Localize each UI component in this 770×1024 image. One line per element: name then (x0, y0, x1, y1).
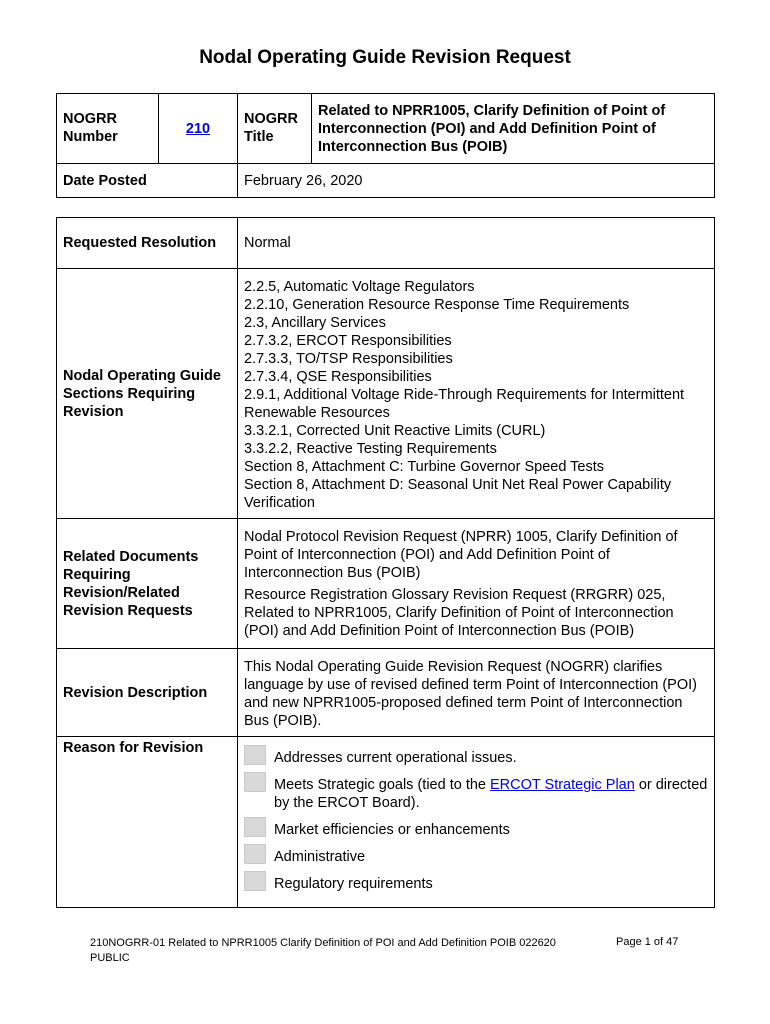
section-item: 2.2.5, Automatic Voltage Regulators (244, 279, 475, 295)
details-table (56, 217, 715, 908)
resolution-label: Requested Resolution (57, 218, 238, 269)
nogrr-number-cell (159, 94, 238, 164)
section-item: 2.7.3.4, QSE Responsibilities (244, 369, 432, 385)
reason-checkbox[interactable] (244, 871, 266, 891)
nogrr-title: Related to NPRR1005, Clarify Definition of Point of Interconnection (POI) and Add Definition Point of Interconnection Bus (POIB) (312, 94, 715, 164)
reason-label-text: Regulatory requirements (274, 876, 433, 892)
header-table (56, 93, 715, 198)
reason-option[interactable] (244, 749, 708, 767)
reason-label-text: Addresses current operational issues. (274, 750, 517, 766)
date-posted-label: Date Posted (57, 164, 238, 198)
reason-label-text: Administrative (274, 849, 366, 865)
sections-list (238, 269, 715, 519)
reason-checkbox[interactable] (244, 745, 266, 765)
reason-option[interactable] (244, 776, 708, 812)
footer-filename: 210NOGRR-01 Related to NPRR1005 Clarify Definition of POI and Add Definition POIB 022620 (90, 937, 556, 949)
related-label: Related Documents Requiring Revision/Related Revision Requests (57, 519, 238, 649)
ercot-strategic-plan-link[interactable]: ERCOT Strategic Plan (490, 777, 635, 793)
page-title: Nodal Operating Guide Revision Request (199, 47, 571, 68)
description-label: Revision Description (57, 649, 238, 737)
nogrr-number-link[interactable]: 210 (185, 120, 211, 137)
page-number: Page 1 of 47 (616, 936, 679, 948)
reason-checkbox[interactable] (244, 772, 266, 792)
section-item: Section 8, Attachment C: Turbine Governor Speed Tests (244, 459, 605, 475)
reasons-list (238, 737, 715, 908)
section-item: 2.3, Ancillary Services (244, 315, 386, 331)
section-item: 2.2.10, Generation Resource Response Time Requirements (244, 297, 630, 313)
related-doc: Nodal Protocol Revision Request (NPRR) 1005, Clarify Definition of Point of Interconnection (POI) and Add Definition Point of Interconnection Bus (POIB) (244, 529, 678, 581)
nogrr-number-label: NOGRR Number (57, 94, 159, 164)
reason-option[interactable] (244, 848, 708, 866)
section-item: 2.9.1, Additional Voltage Ride-Through Requirements for Intermittent Renewable Resources (244, 387, 685, 421)
section-item: 3.3.2.1, Corrected Unit Reactive Limits (CURL) (244, 423, 546, 439)
description: This Nodal Operating Guide Revision Request (NOGRR) clarifies language by use of revised defined term Point of Interconnection (POI) and new NPRR1005-proposed defined term Point of Interconnection Bus (POIB). (238, 649, 715, 737)
related-docs (238, 519, 715, 649)
section-item: 2.7.3.2, ERCOT Responsibilities (244, 333, 452, 349)
section-item: 2.7.3.3, TO/TSP Responsibilities (244, 351, 453, 367)
footer-classification: PUBLIC (90, 952, 130, 964)
section-item: Section 8, Attachment D: Seasonal Unit Net Real Power Capability Verification (244, 477, 672, 511)
resolution-value: Normal (238, 218, 715, 269)
reason-label-text: Meets Strategic goals (tied to the ERCOT Strategic Plan or directed by the ERCOT Board). (274, 777, 708, 811)
reason-label-text: Market efficiencies or enhancements (274, 822, 510, 838)
section-item: 3.3.2.2, Reactive Testing Requirements (244, 441, 497, 457)
sections-label: Nodal Operating Guide Sections Requiring Revision (57, 269, 238, 519)
reason-checkbox[interactable] (244, 817, 266, 837)
date-posted: February 26, 2020 (238, 164, 715, 198)
reason-option[interactable] (244, 875, 708, 893)
related-doc: Resource Registration Glossary Revision Request (RRGRR) 025, Related to NPRR1005, Clarify Definition of Point of Interconnection (POI) and Add Definition Point of Interconnection Bus (POIB) (244, 587, 674, 639)
nogrr-title-label: NOGRR Title (238, 94, 312, 164)
footer (90, 936, 556, 966)
reason-label: Reason for Revision (57, 737, 238, 908)
reason-checkbox[interactable] (244, 844, 266, 864)
reason-option[interactable] (244, 821, 708, 839)
